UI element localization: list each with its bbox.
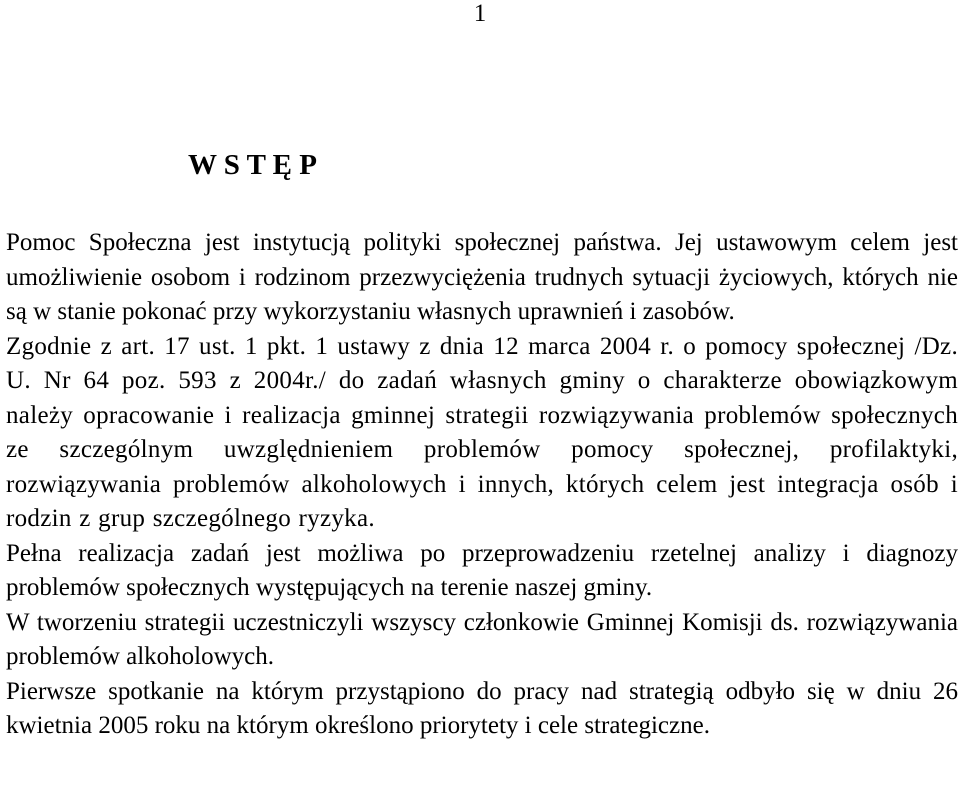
paragraph-legal-basis: Zgodnie z art. 17 ust. 1 pkt. 1 ustawy z dnia 12 marca 2004 r. o pomocy społecznej /Dz. U. Nr 64 poz. 593 z 2004r./ do zadań własnych gminy o charakterze obowiązkowym należy opracowanie i realizacja gminnej strategii rozwiązywania problemów społecznych ze szczególnym uwzględnieniem problemów pomocy społecznej, profilaktyki, rozwiązywania problemów alkoholowych i innych, których celem jest integracja osób i rodzin z grup szczególnego ryzyka. [6, 332, 958, 532]
paragraph-first-meeting: Pierwsze spotkanie na którym przystąpiono do pracy nad strategią odbyło się w dniu 26 kwietnia 2005 roku na którym określono priorytety i cele strategiczne. [6, 677, 958, 739]
paragraph-intro: Pomoc Społeczna jest instytucją polityki społecznej państwa. Jej ustawowym celem jest umożliwienie osobom i rodzinom przezwyciężenia trudnych sytuacji życiowych, których nie są w stanie pokonać przy wykorzystaniu własnych uprawnień i zasobów. [6, 229, 958, 325]
page-title: W S T Ę P [188, 149, 317, 181]
paragraph-commission: W tworzeniu strategii uczestniczyli wszyscy członkowie Gminnej Komisji ds. rozwiązywania problemów alkoholowych. [6, 608, 958, 670]
page-number: 1 [473, 0, 487, 27]
paragraph-analysis: Pełna realizacja zadań jest możliwa po przeprowadzeniu rzetelnej analizy i diagnozy problemów społecznych występujących na terenie naszej gminy. [6, 539, 958, 601]
document-body [6, 226, 958, 744]
